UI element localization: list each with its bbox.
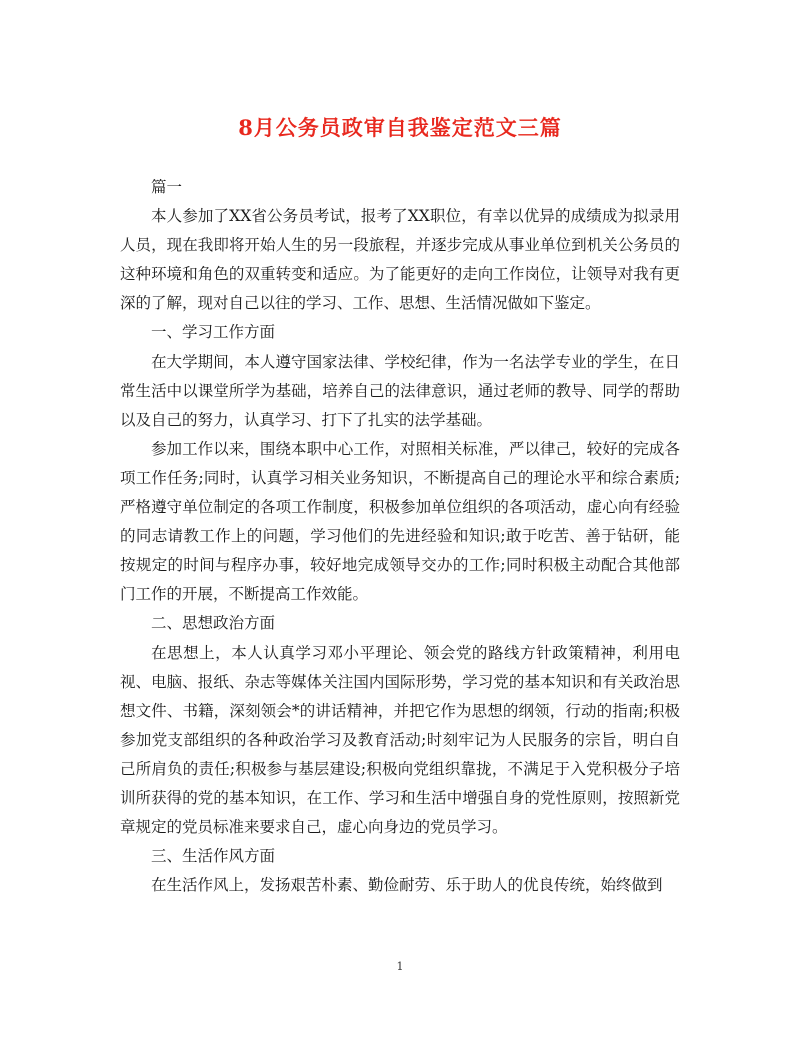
body-paragraph: 在思想上，本人认真学习邓小平理论、领会党的路线方针政策精神，利用电视、电脑、报纸、杂志等媒体关注国内国际形势，学习党的基本知识和有关政治思想文件、书籍，深刻领会*的讲话精神，并把它作为思想的纲领，行动的指南;积极参加党支部组织的各种政治学习及教育活动;时刻牢记为人民服务的宗旨，明白自己所肩负的责任;积极参与基层建设;积极向党组织靠拢，不满足于入党积极分子培训所获得的党的基本知识，在工作、学习和生活中增强自身的党性原则，按照新党章规定的党员标准来要求自己，虚心向身边的党员学习。: [120, 643, 680, 837]
body-paragraph: 在生活作风上，发扬艰苦朴素、勤俭耐劳、乐于助人的优良传统，始终做到: [151, 876, 663, 895]
body-paragraph: 在大学期间，本人遵守国家法律、学校纪律，作为一名法学专业的学生，在日常生活中以课堂所学为基础，培养自己的法律意识，通过老师的教导、同学的帮助以及自己的努力，认真学习、打下了扎实的法学基础。: [120, 352, 680, 429]
section-heading: 一、学习工作方面: [151, 323, 276, 342]
section-heading: 篇一: [151, 178, 183, 196]
body-paragraph: 参加工作以来，围绕本职中心工作，对照相关标准，严以律己，较好的完成各项工作任务;同时，认真学习相关业务知识，不断提高自己的理论水平和综合素质;严格遵守单位制定的各项工作制度，积极参加单位组织的各项活动，虚心向有经验的同志请教工作上的问题，学习他们的先进经验和知识;敢于吃苦、善于钻研，能按规定的时间与程序办事，较好地完成领导交办的工作;同时积极主动配合其他部门工作的开展，不断提高工作效能。: [120, 439, 680, 604]
section-heading: 二、思想政治方面: [151, 614, 276, 633]
document-title: 8月公务员政审自我鉴定范文三篇: [238, 115, 562, 140]
document-body: [120, 173, 680, 900]
section-heading: 三、生活作风方面: [151, 847, 276, 866]
page-number: 1: [396, 960, 404, 973]
body-paragraph: 本人参加了XX省公务员考试，报考了XX职位，有幸以优异的成绩成为拟录用人员，现在我即将开始人生的另一段旅程，并逐步完成从事业单位到机关公务员的这种环境和角色的双重转变和适应。为了能更好的走向工作岗位，让领导对我有更深的了解，现对自己以往的学习、工作、思想、生活情况做如下鉴定。: [120, 207, 680, 313]
